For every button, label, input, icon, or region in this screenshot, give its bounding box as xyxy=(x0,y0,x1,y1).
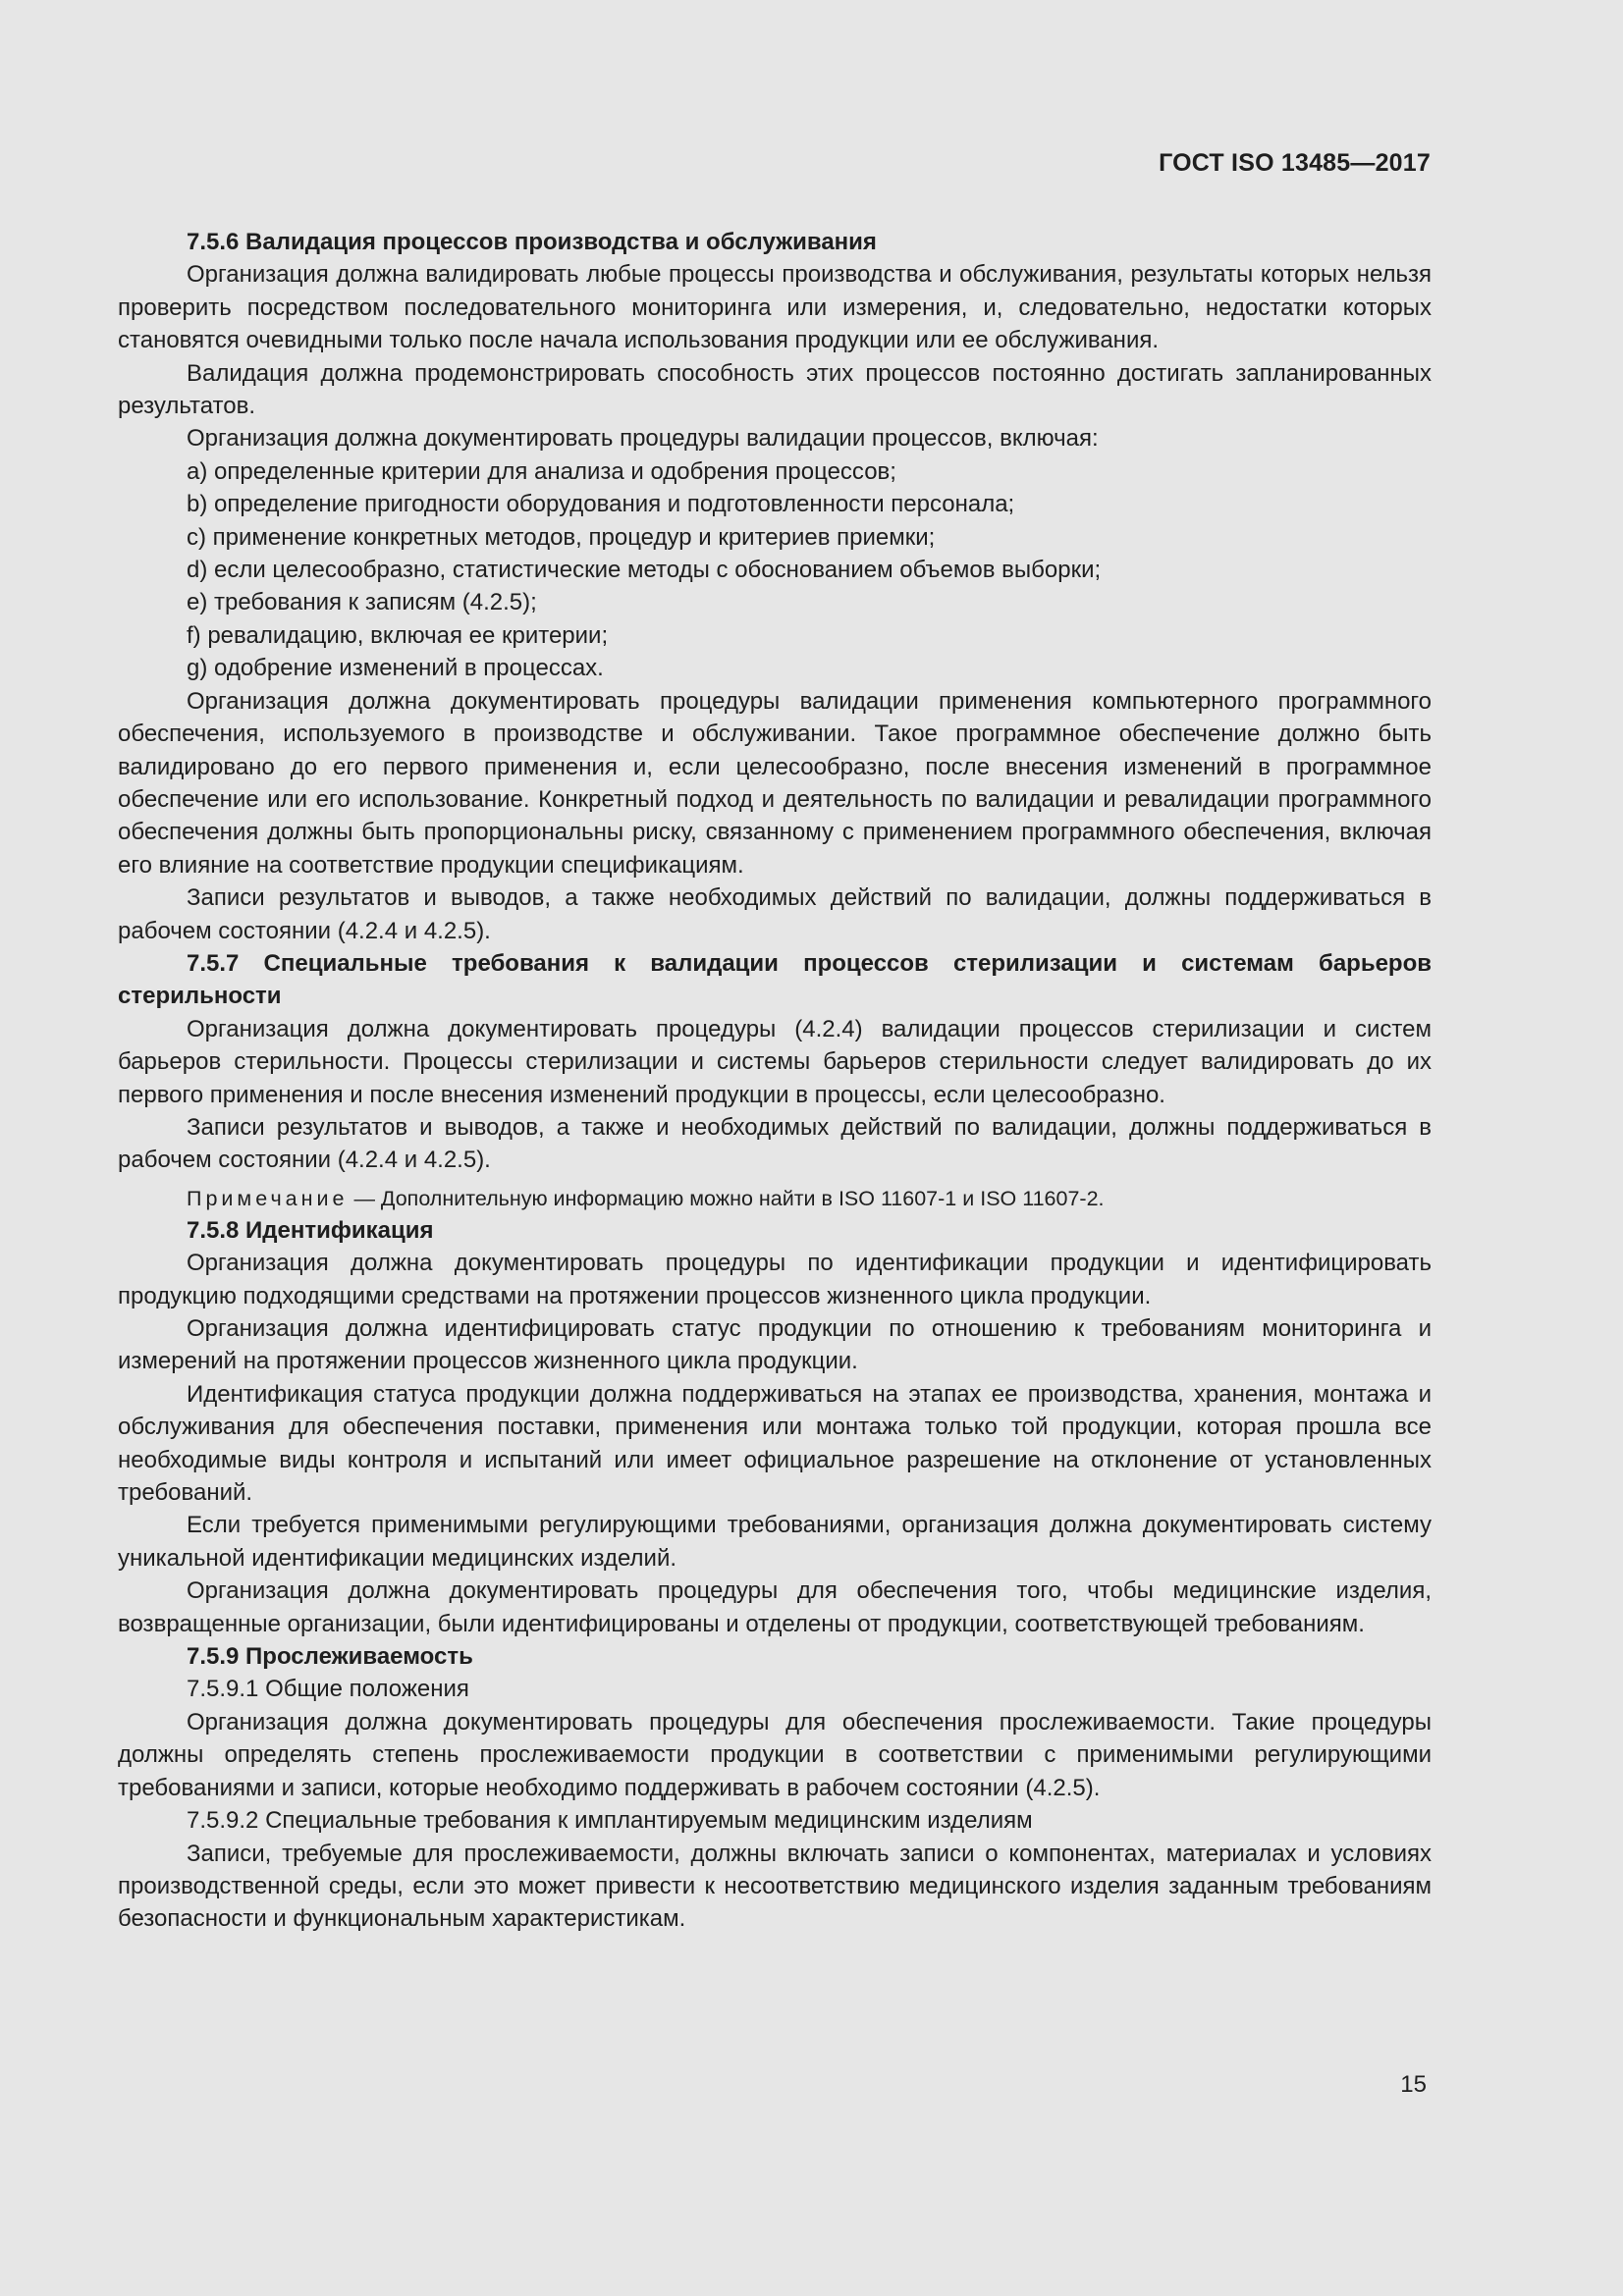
note-label: Примечание xyxy=(187,1186,349,1210)
paragraph: Организация должна документировать процедуры валидации процессов, включая: xyxy=(187,425,1099,453)
page-number: 15 xyxy=(1400,2071,1427,2098)
list-item: e) требования к записям (4.2.5); xyxy=(187,589,537,616)
paragraph: Организация должна документировать процедуры для обеспечения того, чтобы медицинские изделия, возвращенные организации, были идентифицированы и отделены от продукции, соответствующей требованиям. xyxy=(118,1577,1432,1637)
list-item: c) применение конкретных методов, процедур и критериев приемки; xyxy=(187,523,936,551)
section-heading: 7.5.9 Прослеживаемость xyxy=(187,1643,473,1671)
paragraph: Если требуется применимыми регулирующими требованиями, организация должна документировать систему уникальной идентификации медицинских изделий. xyxy=(118,1512,1432,1572)
list-item: g) одобрение изменений в процессах. xyxy=(187,655,604,682)
document-identifier: ГОСТ ISO 13485—2017 xyxy=(1159,149,1431,177)
paragraph: Организация должна документировать процедуры по идентификации продукции и идентифицировать продукцию подходящими средствами на протяжении процессов жизненного цикла продукции. xyxy=(118,1250,1432,1309)
subsection-heading: 7.5.9.2 Специальные требования к имплантируемым медицинским изделиям xyxy=(187,1807,1033,1835)
list-item: b) определение пригодности оборудования и подготовленности персонала; xyxy=(187,491,1015,518)
paragraph: Идентификация статуса продукции должна поддерживаться на этапах ее производства, хранения, монтажа и обслуживания для обеспечения поставки, применения или монтажа только той продукции, которая прошла все необходимые виды контроля и испытаний или имеет официальное разрешение на отклонение от установленных требований. xyxy=(118,1380,1432,1507)
list-item: d) если целесообразно, статистические методы с обоснованием объемов выборки; xyxy=(187,557,1102,584)
paragraph: Записи результатов и выводов, а также и необходимых действий по валидации, должны поддерживаться в рабочем состоянии (4.2.4 и 4.2.5). xyxy=(118,1113,1432,1174)
section-heading: 7.5.7 Специальные требования к валидации процессов стерилизации и системам барьеров стерильности xyxy=(118,949,1432,1010)
note-text: — Дополнительную информацию можно найти в ISO 11607-1 и ISO 11607-2. xyxy=(353,1186,1105,1210)
paragraph: Организация должна документировать процедуры для обеспечения прослеживаемости. Такие процедуры должны определять степень прослеживаемости продукции в соответствии с применимыми регулирующими требованиями и записи, которые необходимо поддерживать в рабочем состоянии (4.2.5). xyxy=(118,1708,1432,1801)
paragraph: Организация должна документировать процедуры (4.2.4) валидации процессов стерилизации и систем барьеров стерильности. Процессы стерилизации и системы барьеров стерильности следует валидировать до их первого применения и после внесения изменений продукции в процессы, если целесообразно. xyxy=(118,1015,1432,1108)
section-heading: 7.5.8 Идентификация xyxy=(187,1216,434,1244)
page-body xyxy=(118,226,1432,1936)
section-heading: 7.5.6 Валидация процессов производства и обслуживания xyxy=(187,229,877,255)
paragraph: Записи результатов и выводов, а также необходимых действий по валидации, должны поддерживаться в рабочем состоянии (4.2.4 и 4.2.5). xyxy=(118,884,1432,944)
list-item: a) определенные критерии для анализа и одобрения процессов; xyxy=(187,457,896,485)
list-item: f) ревалидацию, включая ее критерии; xyxy=(187,621,609,649)
subsection-heading: 7.5.9.1 Общие положения xyxy=(187,1676,469,1703)
paragraph: Организация должна валидировать любые процессы производства и обслуживания, результаты которых нельзя проверить посредством последовательного мониторинга или измерения, и, следовательно, недостатки которых становятся очевидными только после начала использования продукции или ее обслуживания. xyxy=(118,261,1432,354)
paragraph: Организация должна идентифицировать статус продукции по отношению к требованиям мониторинга и измерений на протяжении процессов жизненного цикла продукции. xyxy=(118,1315,1432,1375)
paragraph: Организация должна документировать процедуры валидации применения компьютерного программного обеспечения, используемого в производстве и обслуживании. Такое программное обеспечение должно быть валидировано до его первого применения и, если целесообразно, после внесения изменений в программное обеспечение или его использование. Конкретный подход и деятельность по валидации и ревалидации программного обеспечения должны быть пропорциональны риску, связанному с применением программного обеспечения, включая его влияние на соответствие продукции спецификациям. xyxy=(118,687,1432,879)
paragraph: Валидация должна продемонстрировать способность этих процессов постоянно достигать запланированных результатов. xyxy=(118,359,1432,420)
note xyxy=(118,1183,1432,1214)
paragraph: Записи, требуемые для прослеживаемости, должны включать записи о компонентах, материалах и условиях производственной среды, если это может привести к несоответствию медицинского изделия заданным требованиям безопасности и функциональным характеристикам. xyxy=(118,1840,1432,1933)
